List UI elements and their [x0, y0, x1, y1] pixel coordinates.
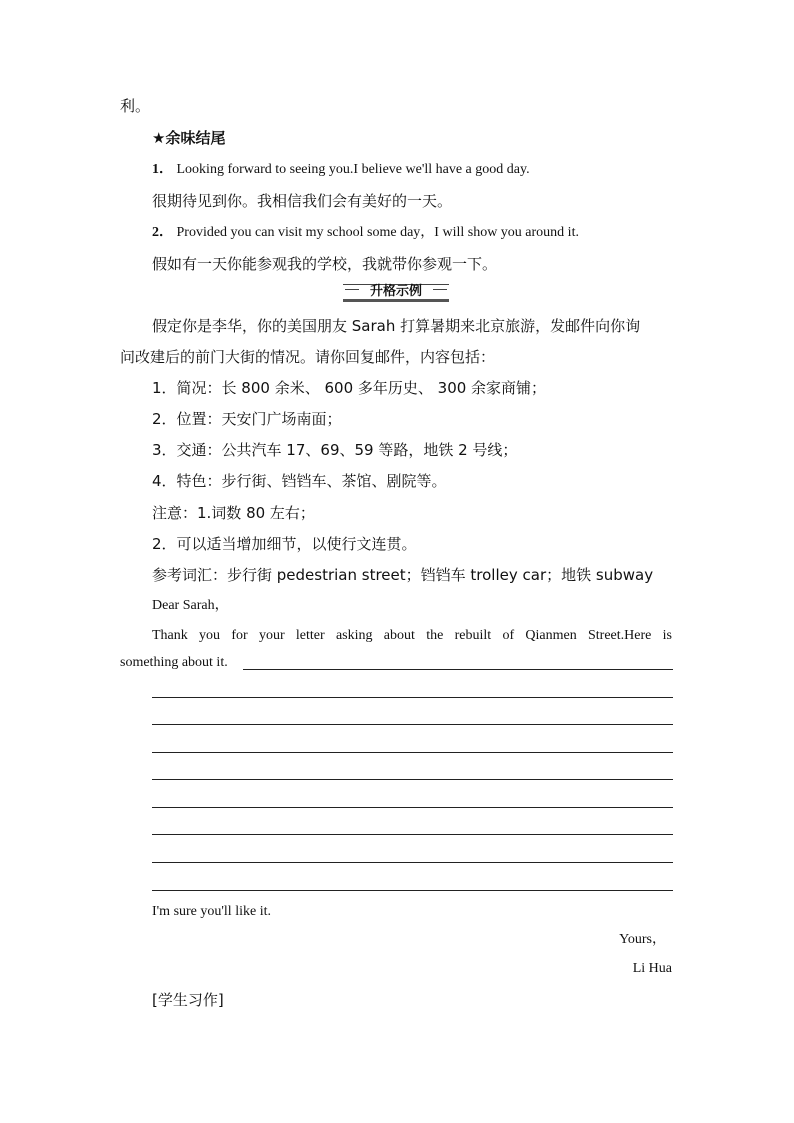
sentence-english: Provided you can visit my school some day，I will show you around it. [176, 225, 579, 240]
letter-signoff: Yours， [619, 932, 666, 947]
task-note-2: 2．可以适当增加细节，以使行文连贯。 [152, 535, 417, 553]
writing-blank-line[interactable] [152, 697, 673, 698]
task-item: 3．交通：公共汽车 17、69、59 等路，地铁 2 号线； [152, 441, 518, 459]
letter-body-line-2: something about it. [120, 655, 228, 670]
writing-blank-line[interactable] [152, 890, 673, 891]
writing-blank-line[interactable] [152, 862, 673, 863]
sentence-number: 2． [152, 225, 173, 240]
task-item: 2．位置：天安门广场南面； [152, 410, 342, 428]
writing-blank-line[interactable] [243, 669, 673, 670]
writing-blank-line[interactable] [152, 752, 673, 753]
text-fragment: 利。 [120, 97, 151, 115]
task-note-1: 注意：1.词数 80 左右； [152, 504, 315, 522]
reference-vocab: 参考词汇：步行街 pedestrian street；铛铛车 trolley car；地铁 subway [152, 566, 654, 584]
writing-blank-line[interactable] [152, 807, 673, 808]
writing-blank-line[interactable] [152, 779, 673, 780]
student-section-heading: [学生习作] [152, 991, 224, 1009]
task-paragraph-line-1: 假定你是李华，你的美国朋友 Sarah 打算暑期来北京旅游，发邮件向你询 [152, 317, 641, 335]
task-paragraph-line-2: 问改建后的前门大街的情况。请你回复邮件，内容包括： [120, 348, 496, 366]
sentence-translation-1: 很期待见到你。我相信我们会有美好的一天。 [152, 192, 453, 210]
example-sentence-2 [152, 223, 579, 243]
letter-body-line-1: Thank you for your letter asking about the rebuilt of Qianmen Street.Here is [152, 628, 672, 643]
section-banner [343, 284, 449, 302]
task-item: 1．简况：长 800 余米、 600 多年历史、 300 余家商铺； [152, 379, 547, 397]
sentence-translation-2: 假如有一天你能参观我的学校，我就带你参观一下。 [152, 255, 498, 273]
task-item: 4．特色：步行街、铛铛车、茶馆、剧院等。 [152, 472, 447, 490]
banner-label: 升格示例 [369, 284, 422, 299]
sentence-english: Looking forward to seeing you.I believe we'll have a good day. [176, 162, 530, 177]
letter-signature: Li Hua [632, 961, 672, 976]
section-heading-ending: ★余味结尾 [152, 129, 226, 147]
writing-blank-line[interactable] [152, 724, 673, 725]
letter-closing-sentence: I'm sure you'll like it. [152, 904, 271, 919]
sentence-number: 1． [152, 162, 173, 177]
letter-salutation: Dear Sarah， [152, 598, 229, 613]
writing-blank-line[interactable] [152, 834, 673, 835]
example-sentence-1 [152, 160, 530, 180]
